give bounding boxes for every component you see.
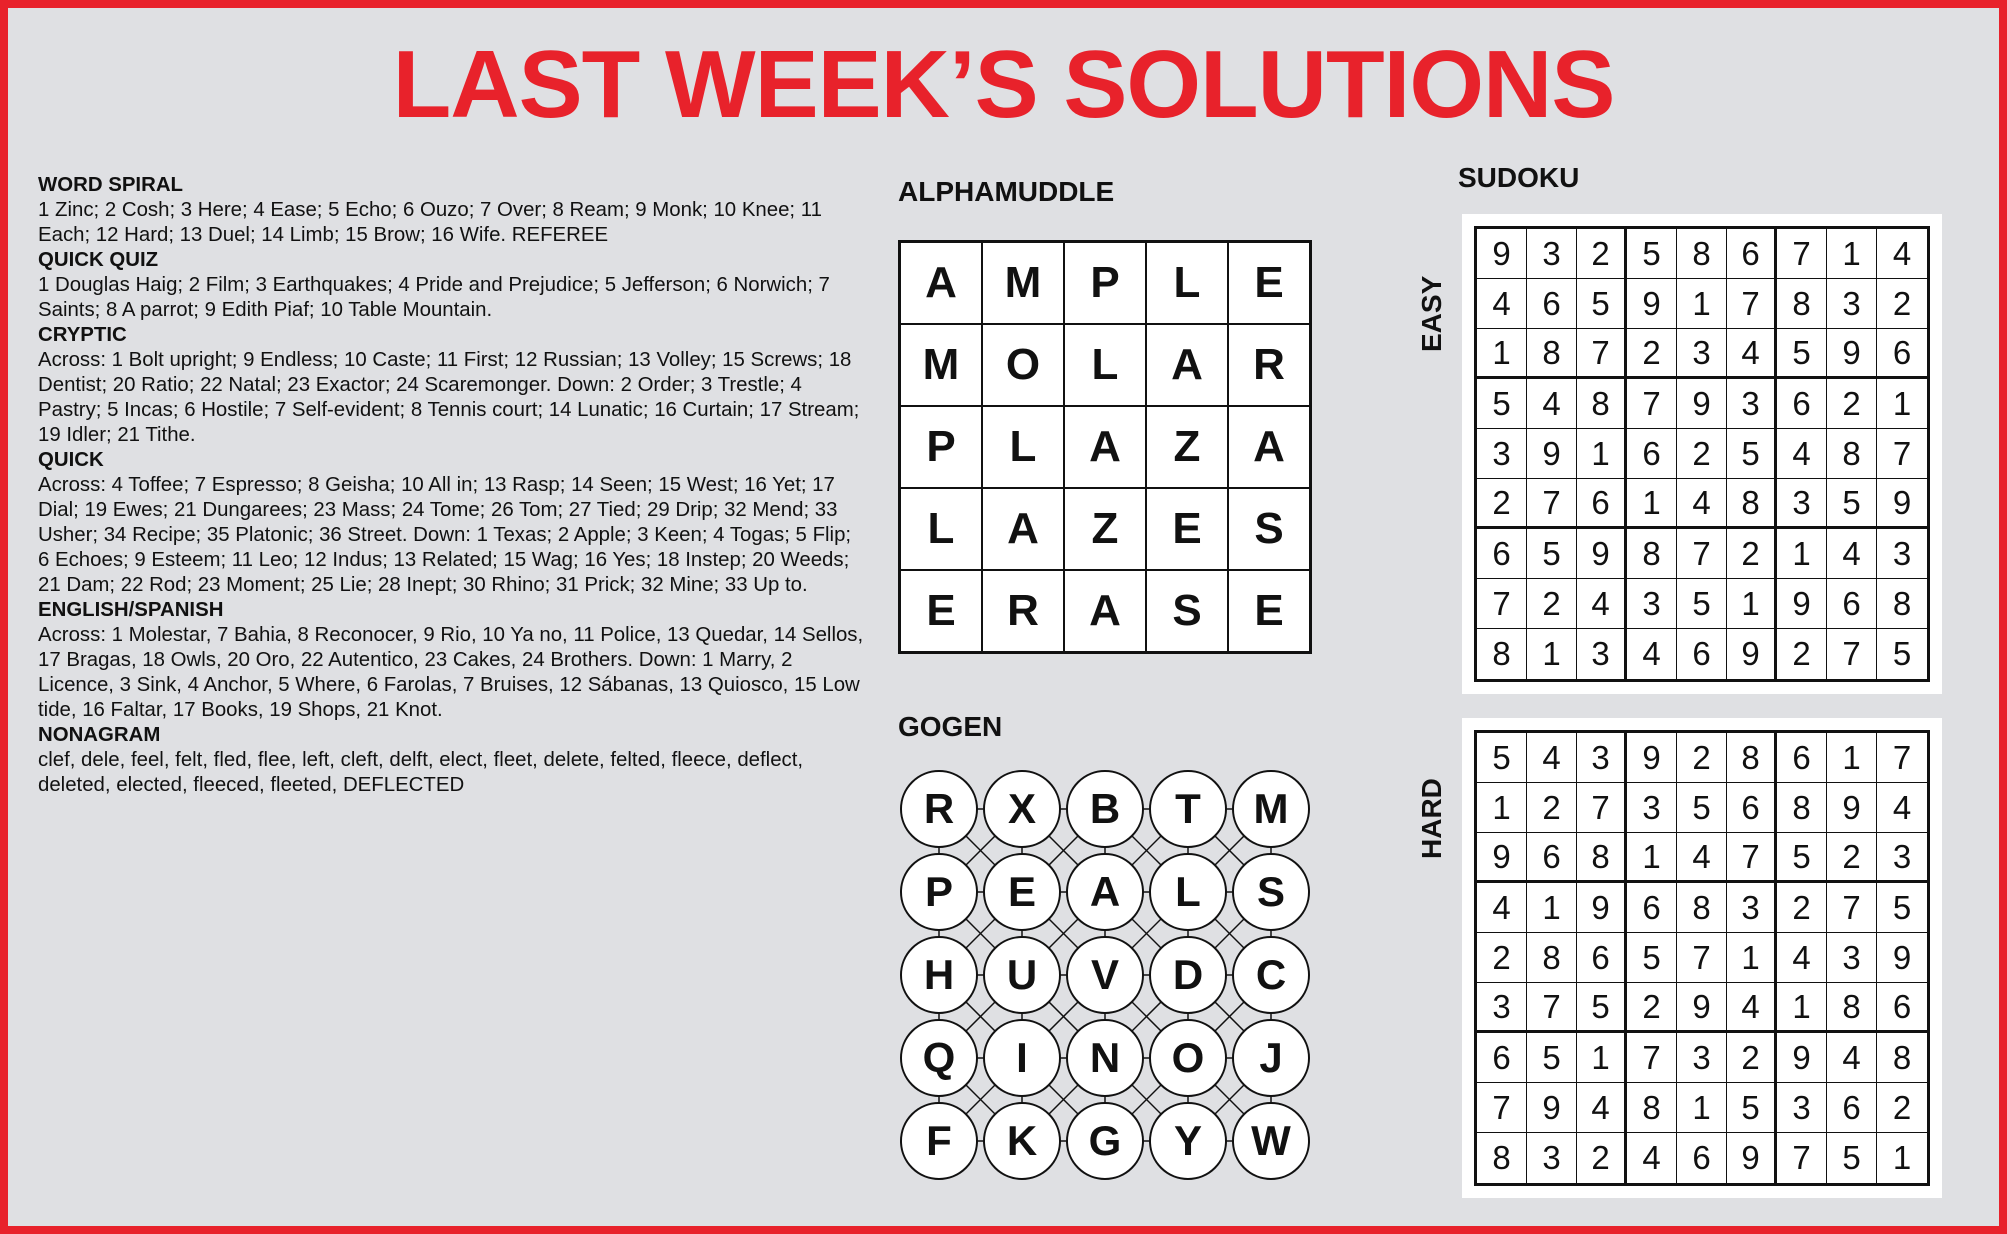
sudoku-hard-cell: 7 [1527, 983, 1577, 1033]
sudoku-hard-cell: 8 [1677, 883, 1727, 933]
sudoku-hard-cell: 4 [1827, 1033, 1877, 1083]
answer-section [38, 173, 868, 248]
sudoku-easy-cell: 3 [1677, 329, 1727, 379]
sudoku-easy-cell: 5 [1827, 479, 1877, 529]
sudoku-easy-cell: 9 [1677, 379, 1727, 429]
sudoku-easy-cell: 6 [1627, 429, 1677, 479]
sudoku-hard-cell: 3 [1627, 783, 1677, 833]
sudoku-hard-cell: 2 [1527, 783, 1577, 833]
sudoku-easy-cell: 7 [1527, 479, 1577, 529]
sudoku-hard-cell: 9 [1577, 883, 1627, 933]
sudoku-easy-cell: 6 [1727, 229, 1777, 279]
sudoku-hard-cell: 9 [1877, 933, 1927, 983]
gogen-letter: C [1232, 936, 1310, 1014]
sudoku-easy-cell: 6 [1777, 379, 1827, 429]
sudoku-hard-cell: 3 [1577, 733, 1627, 783]
sudoku-hard-cell: 4 [1527, 733, 1577, 783]
gogen-letter: I [983, 1019, 1061, 1097]
sudoku-easy-cell: 7 [1577, 329, 1627, 379]
answer-heading: NONAGRAM [38, 724, 161, 746]
sudoku-hard-cell: 5 [1877, 883, 1927, 933]
sudoku-hard-cell: 7 [1877, 733, 1927, 783]
sudoku-hard-cell: 8 [1777, 783, 1827, 833]
sudoku-hard-cell: 6 [1777, 733, 1827, 783]
sudoku-hard-cell: 1 [1827, 733, 1877, 783]
answer-text: Across: 1 Bolt upright; 9 Endless; 10 Caste; 11 First; 12 Russian; 13 Volley; 15 Screws; 18 Dentist; 20 Ratio; 22 Natal; 23 Exactor; 24 Scaremonger. Down: 2 Order; 3 Trestle; 4 Pastry; 5 Incas; 6 Hostile; 7 Self-evident; 8 Tennis court; 14 Lunatic; 16 Curtain; 17 Stream; 19 Idler; 21 Tithe. [38, 349, 860, 446]
gogen-letter: A [1066, 853, 1144, 931]
sudoku-easy-cell: 2 [1777, 629, 1827, 679]
alphamuddle-cell: A [1064, 406, 1146, 488]
gogen-letter: X [983, 770, 1061, 848]
sudoku-easy-cell: 8 [1777, 279, 1827, 329]
answers-column [38, 173, 868, 798]
alphamuddle-cell: E [1146, 488, 1228, 570]
sudoku-hard-cell: 3 [1777, 1083, 1827, 1133]
sudoku-easy-cell: 2 [1877, 279, 1927, 329]
sudoku-easy-cell: 4 [1627, 629, 1677, 679]
gogen-letter: P [900, 853, 978, 931]
gogen-heading: GOGEN [898, 711, 1003, 742]
sudoku-easy-cell: 3 [1777, 479, 1827, 529]
gogen-letter: B [1066, 770, 1144, 848]
sudoku-hard-cell: 2 [1477, 933, 1527, 983]
sudoku-hard-cell: 1 [1777, 983, 1827, 1033]
sudoku-easy-cell: 5 [1477, 379, 1527, 429]
sudoku-easy-cell: 1 [1627, 479, 1677, 529]
sudoku-easy-cell: 5 [1727, 429, 1777, 479]
sudoku-easy-cell: 7 [1727, 279, 1777, 329]
alphamuddle-cell: O [982, 324, 1064, 406]
sudoku-hard-cell: 1 [1677, 1083, 1727, 1133]
sudoku-easy-cell: 7 [1677, 529, 1727, 579]
sudoku-easy-cell: 6 [1677, 629, 1727, 679]
sudoku-easy-cell: 3 [1827, 279, 1877, 329]
sudoku-hard-cell: 6 [1877, 983, 1927, 1033]
sudoku-hard-cell: 2 [1827, 833, 1877, 883]
alphamuddle-cell: E [900, 570, 982, 652]
sudoku-hard-cell: 6 [1577, 933, 1627, 983]
sudoku-hard-cell: 5 [1627, 933, 1677, 983]
gogen-letter: Q [900, 1019, 978, 1097]
gogen-letter: G [1066, 1102, 1144, 1180]
answer-heading: QUICK [38, 449, 104, 471]
gogen-letter: T [1149, 770, 1227, 848]
alphamuddle-cell: E [1228, 242, 1310, 324]
answer-heading: ENGLISH/SPANISH [38, 599, 224, 621]
alphamuddle-cell: P [1064, 242, 1146, 324]
sudoku-easy-cell: 8 [1877, 579, 1927, 629]
sudoku-hard-cell: 1 [1577, 1033, 1627, 1083]
sudoku-easy-cell: 3 [1577, 629, 1627, 679]
sudoku-hard-cell: 8 [1627, 1083, 1677, 1133]
alphamuddle-cell: S [1228, 488, 1310, 570]
alphamuddle-cell: A [900, 242, 982, 324]
sudoku-easy-cell: 4 [1477, 279, 1527, 329]
sudoku-easy-cell: 1 [1727, 579, 1777, 629]
gogen-letter: L [1149, 853, 1227, 931]
sudoku-easy-cell: 1 [1827, 229, 1877, 279]
gogen-letter: O [1149, 1019, 1227, 1097]
sudoku-hard-cell: 8 [1727, 733, 1777, 783]
alphamuddle-cell: A [1146, 324, 1228, 406]
sudoku-hard-cell: 5 [1777, 833, 1827, 883]
sudoku-easy-cell: 5 [1627, 229, 1677, 279]
sudoku-easy-cell: 6 [1577, 479, 1627, 529]
sudoku-hard-cell: 7 [1777, 1133, 1827, 1183]
sudoku-easy-cell: 1 [1877, 379, 1927, 429]
sudoku-hard-cell: 6 [1627, 883, 1677, 933]
sudoku-easy-cell: 5 [1527, 529, 1577, 579]
sudoku-easy-cell: 4 [1827, 529, 1877, 579]
sudoku-hard-cell: 9 [1677, 983, 1727, 1033]
sudoku-easy-cell: 7 [1627, 379, 1677, 429]
sudoku-hard-cell: 2 [1677, 733, 1727, 783]
sudoku-easy-cell: 9 [1727, 629, 1777, 679]
gogen-letter: F [900, 1102, 978, 1180]
gogen-letter: W [1232, 1102, 1310, 1180]
sudoku-easy-cell: 3 [1527, 229, 1577, 279]
sudoku-easy-cell: 9 [1577, 529, 1627, 579]
alphamuddle-cell: M [982, 242, 1064, 324]
answer-text: 1 Zinc; 2 Cosh; 3 Here; 4 Ease; 5 Echo; 6 Ouzo; 7 Over; 8 Ream; 9 Monk; 10 Knee; 11 Each; 12 Hard; 13 Duel; 14 Limb; 15 Brow; 16 Wife. REFEREE [38, 199, 822, 246]
sudoku-hard-cell: 2 [1877, 1083, 1927, 1133]
sudoku-hard-cell: 8 [1877, 1033, 1927, 1083]
gogen-letter: K [983, 1102, 1061, 1180]
sudoku-hard-cell: 5 [1477, 733, 1527, 783]
sudoku-easy-cell: 4 [1727, 329, 1777, 379]
gogen-letter: M [1232, 770, 1310, 848]
sudoku-easy-cell: 7 [1477, 579, 1527, 629]
alphamuddle-cell: A [1228, 406, 1310, 488]
sudoku-easy-cell: 2 [1677, 429, 1727, 479]
sudoku-easy-cell: 1 [1527, 629, 1577, 679]
sudoku-hard-cell: 8 [1827, 983, 1877, 1033]
sudoku-easy-grid [1474, 226, 1930, 682]
sudoku-hard-cell: 3 [1827, 933, 1877, 983]
sudoku-easy-cell: 1 [1777, 529, 1827, 579]
sudoku-easy-cell: 5 [1892, 635, 1912, 672]
sudoku-easy-cell: 8 [1677, 229, 1727, 279]
answer-section [38, 448, 868, 598]
sudoku-easy-cell: 9 [1627, 279, 1677, 329]
sudoku-easy-label: EASY [1416, 275, 1447, 352]
alphamuddle-cell: L [1146, 242, 1228, 324]
sudoku-easy-cell: 7 [1877, 429, 1927, 479]
sudoku-easy-cell: 4 [1777, 429, 1827, 479]
sudoku-easy-cell: 7 [1827, 629, 1877, 679]
sudoku-easy-cell: 1 [1577, 429, 1627, 479]
alphamuddle-cell: E [1228, 570, 1310, 652]
sudoku-hard-label: HARD [1416, 777, 1447, 859]
sudoku-hard-cell: 4 [1877, 783, 1927, 833]
answer-heading: QUICK QUIZ [38, 249, 159, 271]
sudoku-hard-cell: 1 [1527, 883, 1577, 933]
sudoku-easy-cell: 7 [1777, 229, 1827, 279]
answer-section [38, 598, 868, 723]
sudoku-easy-cell: 9 [1777, 579, 1827, 629]
alphamuddle-heading: ALPHAMUDDLE [898, 176, 1115, 207]
sudoku-hard-frame [1462, 718, 1942, 1198]
sudoku-hard-cell: 2 [1777, 883, 1827, 933]
sudoku-easy-cell: 3 [1477, 429, 1527, 479]
gogen-letter: H [900, 936, 978, 1014]
sudoku-hard-cell: 7 [1577, 783, 1627, 833]
alphamuddle-cell: P [900, 406, 982, 488]
gogen-letter: Y [1149, 1102, 1227, 1180]
sudoku-easy-cell: 4 [1527, 379, 1577, 429]
gogen-letter: R [900, 770, 978, 848]
answer-section [38, 723, 868, 798]
gogen-letter: U [983, 936, 1061, 1014]
sudoku-hard-cell: 5 [1727, 1083, 1777, 1133]
sudoku-hard-cell: 5 [1827, 1133, 1877, 1183]
alphamuddle-cell: S [1146, 570, 1228, 652]
sudoku-hard-cell: 7 [1727, 833, 1777, 883]
sudoku-hard-cell: 3 [1877, 833, 1927, 883]
sudoku-hard-cell: 4 [1477, 883, 1527, 933]
sudoku-easy-cell: 2 [1827, 379, 1877, 429]
sudoku-easy-cell: 9 [1477, 229, 1527, 279]
sudoku-easy-cell: 4 [1577, 579, 1627, 629]
gogen-letter: J [1232, 1019, 1310, 1097]
sudoku-easy-cell: 5 [1777, 329, 1827, 379]
page-title: LAST WEEK’S SOLUTIONS [392, 31, 1615, 138]
sudoku-hard-cell: 7 [1827, 883, 1877, 933]
sudoku-easy-cell: 8 [1827, 429, 1877, 479]
answer-section [38, 248, 868, 323]
sudoku-hard-cell: 3 [1727, 883, 1777, 933]
sudoku-hard-cell: 4 [1627, 1133, 1677, 1183]
sudoku-hard-cell: 3 [1477, 983, 1527, 1033]
sudoku-easy-cell: 8 [1477, 629, 1527, 679]
sudoku-easy-cell: 3 [1727, 379, 1777, 429]
sudoku-heading: SUDOKU [1458, 162, 1580, 193]
alphamuddle-cell: A [982, 488, 1064, 570]
gogen-letter: E [983, 853, 1061, 931]
alphamuddle-cell: L [982, 406, 1064, 488]
alphamuddle-cell: L [900, 488, 982, 570]
sudoku-easy-cell: 3 [1877, 529, 1927, 579]
sudoku-hard-cell: 4 [1577, 1083, 1627, 1133]
gogen-letter: V [1066, 936, 1144, 1014]
sudoku-easy-cell: 2 [1527, 579, 1577, 629]
sudoku-easy-cell: 9 [1527, 429, 1577, 479]
sudoku-hard-cell: 2 [1577, 1133, 1627, 1183]
sudoku-hard-cell: 2 [1627, 983, 1677, 1033]
sudoku-hard-cell: 6 [1677, 1133, 1727, 1183]
sudoku-hard-cell: 9 [1827, 783, 1877, 833]
sudoku-hard-cell: 9 [1477, 833, 1527, 883]
sudoku-easy-cell: 6 [1527, 279, 1577, 329]
sudoku-easy-cell: 8 [1727, 479, 1777, 529]
alphamuddle-cell: Z [1064, 488, 1146, 570]
alphamuddle-cell: L [1064, 324, 1146, 406]
sudoku-hard-cell: 6 [1827, 1083, 1877, 1133]
answer-heading: CRYPTIC [38, 324, 127, 346]
sudoku-hard-cell: 6 [1477, 1033, 1527, 1083]
alphamuddle-grid [898, 240, 1312, 654]
sudoku-easy-cell: 8 [1627, 529, 1677, 579]
alphamuddle-cell: R [1228, 324, 1310, 406]
sudoku-hard-cell: 1 [1727, 933, 1777, 983]
sudoku-easy-cell: 1 [1477, 329, 1527, 379]
sudoku-easy-cell: 6 [1827, 579, 1877, 629]
sudoku-hard-cell: 6 [1527, 833, 1577, 883]
sudoku-hard-cell: 4 [1777, 933, 1827, 983]
alphamuddle-cell: R [982, 570, 1064, 652]
sudoku-easy-cell: 8 [1527, 329, 1577, 379]
sudoku-hard-cell: 1 [1477, 783, 1527, 833]
sudoku-hard-cell: 1 [1892, 1139, 1912, 1176]
sudoku-hard-cell: 5 [1577, 983, 1627, 1033]
sudoku-easy-cell: 2 [1577, 229, 1627, 279]
sudoku-easy-cell: 2 [1727, 529, 1777, 579]
sudoku-easy-cell: 5 [1677, 579, 1727, 629]
sudoku-easy-cell: 6 [1877, 329, 1927, 379]
sudoku-hard-cell: 7 [1627, 1033, 1677, 1083]
alphamuddle-cell: M [900, 324, 982, 406]
sudoku-easy-cell: 5 [1577, 279, 1627, 329]
sudoku-hard-cell: 7 [1477, 1083, 1527, 1133]
gogen-letter: S [1232, 853, 1310, 931]
answer-text: Across: 1 Molestar, 7 Bahia, 8 Reconocer, 9 Rio, 10 Ya no, 11 Police, 13 Quedar, 14 Sellos, 17 Bragas, 18 Owls, 20 Oro, 22 Autentico, 23 Cakes, 24 Brothers. Down: 1 Marry, 2 Licence, 3 Sink, 4 Anchor, 5 Where, 6 Farolas, 7 Bruises, 12 Sábanas, 13 Quiosco, 15 Low tide, 16 Faltar, 17 Books, 19 Shops, 21 Knot. [38, 624, 864, 721]
sudoku-easy-cell: 2 [1477, 479, 1527, 529]
sudoku-hard-cell: 8 [1477, 1133, 1527, 1183]
sudoku-easy-cell: 8 [1577, 379, 1627, 429]
sudoku-easy-cell: 6 [1477, 529, 1527, 579]
sudoku-hard-cell: 9 [1777, 1033, 1827, 1083]
alphamuddle-cell: A [1064, 570, 1146, 652]
sudoku-easy-cell: 4 [1877, 229, 1927, 279]
gogen-letter: D [1149, 936, 1227, 1014]
sudoku-easy-cell: 9 [1877, 479, 1927, 529]
sudoku-hard-cell: 4 [1677, 833, 1727, 883]
answer-text: Across: 4 Toffee; 7 Espresso; 8 Geisha; 10 All in; 13 Rasp; 14 Seen; 15 West; 16 Yet; 17 Dial; 19 Ewes; 21 Dungarees; 23 Mass; 24 Tome; 26 Tom; 27 Tied; 29 Drip; 32 Mend; 33 Usher; 34 Recipe; 35 Platonic; 36 Street. Down: 1 Texas; 2 Apple; 3 Keen; 4 Togas; 5 Flip; 6 Echoes; 9 Esteem; 11 Leo; 12 Indus; 13 Related; 15 Wag; 16 Yes; 18 Instep; 20 Weeds; 21 Dam; 22 Rod; 23 Moment; 25 Lie; 28 Inept; 30 Rhino; 31 Prick; 32 Mine; 33 Up to. [38, 474, 852, 596]
sudoku-hard-cell: 9 [1727, 1133, 1777, 1183]
sudoku-easy-cell: 3 [1627, 579, 1677, 629]
sudoku-easy-cell: 9 [1827, 329, 1877, 379]
sudoku-hard-cell: 5 [1677, 783, 1727, 833]
sudoku-hard-cell: 3 [1527, 1133, 1577, 1183]
sudoku-hard-cell: 7 [1677, 933, 1727, 983]
sudoku-hard-cell: 9 [1527, 1083, 1577, 1133]
sudoku-hard-cell: 6 [1727, 783, 1777, 833]
answer-heading: WORD SPIRAL [38, 174, 183, 196]
answer-text: clef, dele, feel, felt, fled, flee, left, cleft, delft, elect, fleet, delete, felted, fleece, deflect, deleted, elected, fleeced, fleeted, DEFLECTED [38, 749, 804, 796]
sudoku-hard-cell: 5 [1527, 1033, 1577, 1083]
sudoku-hard-cell: 1 [1627, 833, 1677, 883]
alphamuddle-cell: Z [1146, 406, 1228, 488]
sudoku-easy-frame [1462, 214, 1942, 694]
sudoku-easy-cell: 4 [1677, 479, 1727, 529]
sudoku-hard-cell: 8 [1527, 933, 1577, 983]
sudoku-hard-cell: 3 [1677, 1033, 1727, 1083]
sudoku-easy-cell: 2 [1627, 329, 1677, 379]
gogen-letter: N [1066, 1019, 1144, 1097]
sudoku-easy-cell: 1 [1677, 279, 1727, 329]
answer-section [38, 323, 868, 448]
gogen-grid [893, 763, 1313, 1193]
sudoku-hard-cell: 8 [1577, 833, 1627, 883]
sudoku-hard-cell: 4 [1727, 983, 1777, 1033]
answer-text: 1 Douglas Haig; 2 Film; 3 Earthquakes; 4 Pride and Prejudice; 5 Jefferson; 6 Norwich; 7 Saints; 8 A parrot; 9 Edith Piaf; 10 Table Mountain. [38, 274, 830, 321]
sudoku-hard-cell: 9 [1627, 733, 1677, 783]
sudoku-hard-cell: 2 [1727, 1033, 1777, 1083]
sudoku-hard-grid [1474, 730, 1930, 1186]
